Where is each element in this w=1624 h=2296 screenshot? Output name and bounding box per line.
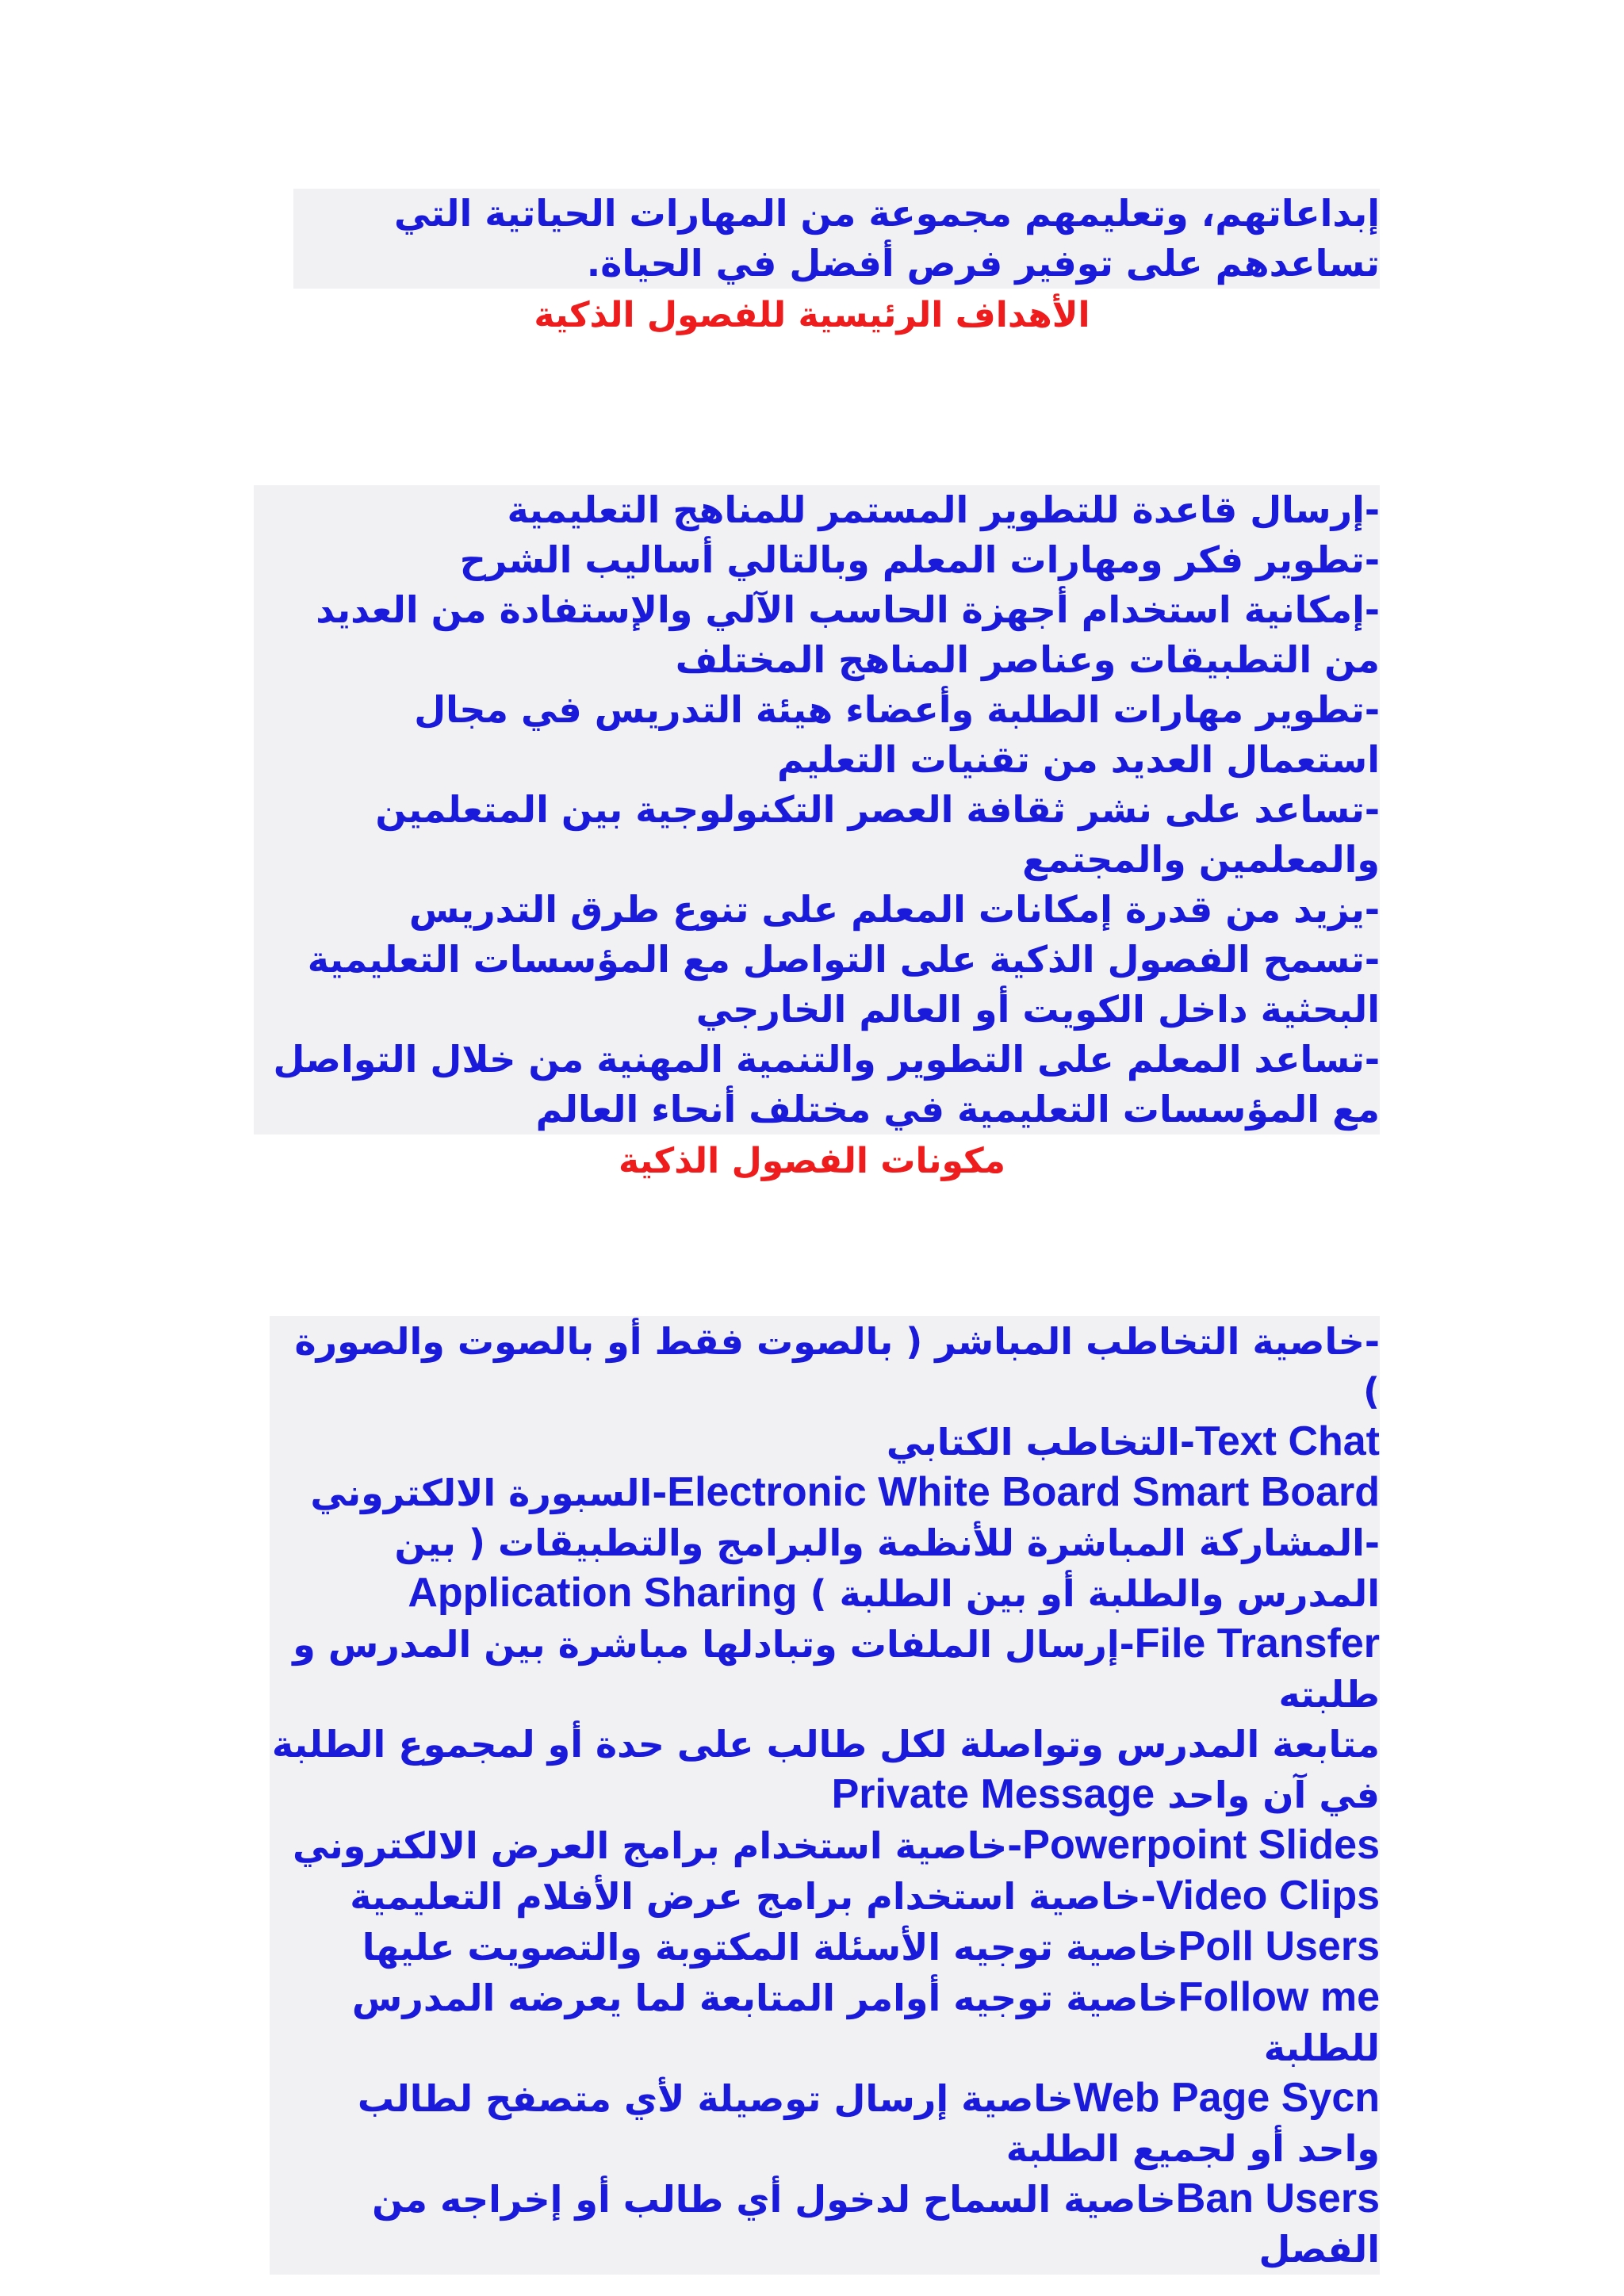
component-description: متابعة المدرس وتواصلة لكل طالب على حدة أو لمجموع الطلبة في آن واحد	[271, 1723, 1380, 1816]
component-item	[270, 1720, 1380, 1820]
goal-item: -تسمح الفصول الذكية على التواصل مع المؤسسات التعليمية البحثية داخل الكويت أو العالم الخارجي	[254, 935, 1380, 1035]
component-english-term: Application Sharing	[408, 1570, 798, 1616]
component-description: -التخاطب الكتابي	[886, 1421, 1195, 1464]
component-item	[270, 1871, 1380, 1922]
component-item	[270, 1518, 1380, 1619]
component-english-term: Electronic White Board Smart Board	[667, 1469, 1380, 1515]
goal-item: -تساعد على نشر ثقافة العصر التكنولوجية بين المتعلمين والمعلمين والمجتمع	[254, 785, 1380, 885]
component-english-term: Follow me	[1178, 1974, 1380, 2020]
components-list	[270, 1316, 1380, 2275]
component-item	[270, 1820, 1380, 1871]
component-description: خاصية توجيه الأسئلة المكتوبة والتصويت عليها	[362, 1926, 1178, 1969]
component-english-term: File Transfer	[1134, 1621, 1380, 1667]
component-description: -خاصية استخدام برامج العرض الالكتروني	[292, 1824, 1023, 1867]
goal-item: -يزيد من قدرة إمكانات المعلم على تنوع طرق التدريس	[254, 885, 1380, 935]
component-item	[270, 2174, 1380, 2275]
component-description: خاصية السماح لدخول أي طالب أو إخراجه من الفصل	[372, 2178, 1380, 2271]
component-item	[270, 2073, 1380, 2174]
component-item	[270, 1316, 1380, 1417]
goal-item: -إمكانية استخدام أجهزة الحاسب الآلي والإستفادة من العديد من التطبيقات وعناصر المناهج المختلف	[254, 585, 1380, 685]
goal-item: -تطوير مهارات الطلبة وأعضاء هيئة التدريس في مجال استعمال العديد من تقنيات التعليم	[254, 685, 1380, 785]
component-english-term: Poll Users	[1178, 1923, 1380, 1969]
component-description: -إرسال الملفات وتبادلها مباشرة بين المدرس و طلبته	[293, 1623, 1380, 1716]
component-english-term: Web Page Sycn	[1073, 2075, 1380, 2121]
component-item	[270, 1973, 1380, 2073]
goal-item: -تطوير فكر ومهارات المعلم وبالتالي أساليب الشرح	[254, 535, 1380, 585]
component-english-term: Private Message	[831, 1771, 1155, 1817]
intro-line-1: إبداعاتهم، وتعليمهم مجموعة من المهارات الحياتية التي تساعدهم على توفير	[393, 192, 1380, 285]
component-english-term: Video Clips	[1155, 1873, 1380, 1919]
component-english-term: Powerpoint Slides	[1022, 1822, 1380, 1868]
goals-list	[254, 485, 1380, 1135]
intro-paragraph	[293, 189, 1380, 289]
intro-line-2: فرص أفضل في الحياة.	[586, 242, 1003, 285]
goal-item: -تساعد المعلم على التطوير والتنمية المهنية من خلال التواصل مع المؤسسات التعليمية في مختلف أنحاء العالم	[254, 1035, 1380, 1135]
component-item	[270, 1619, 1380, 1720]
component-english-term: Text Chat	[1194, 1418, 1380, 1464]
component-item	[270, 1468, 1380, 1518]
component-description: -المشاركة المباشرة للأنظمة والبرامج والتطبيقات ( بين المدرس والطلبة أو بين الطلبة )	[394, 1521, 1380, 1615]
component-description: -خاصية استخدام برامج عرض الأفلام التعليمية	[350, 1875, 1156, 1918]
components-heading: مكونات الفصول الذكية	[619, 1141, 1005, 1181]
component-description: -السبورة الالكتروني	[310, 1471, 668, 1514]
component-description: خاصية توجيه أوامر المتابعة لما يعرضه المدرس للطلبة	[351, 1976, 1380, 2069]
goals-heading: الأهداف الرئيسية للفصول الذكية	[534, 295, 1090, 335]
component-description: خاصية إرسال توصيلة لأي متصفح لطالب واحد أو لجميع الطلبة	[357, 2077, 1380, 2170]
goal-item: -إرسال قاعدة للتطوير المستمر للمناهج التعليمية	[254, 485, 1380, 535]
component-item	[270, 1417, 1380, 1468]
component-english-term: Ban Users	[1175, 2175, 1380, 2221]
component-item	[270, 1922, 1380, 1973]
component-description: -خاصية التخاطب المباشر ( بالصوت فقط أو بالصوت والصورة )	[294, 1320, 1380, 1413]
